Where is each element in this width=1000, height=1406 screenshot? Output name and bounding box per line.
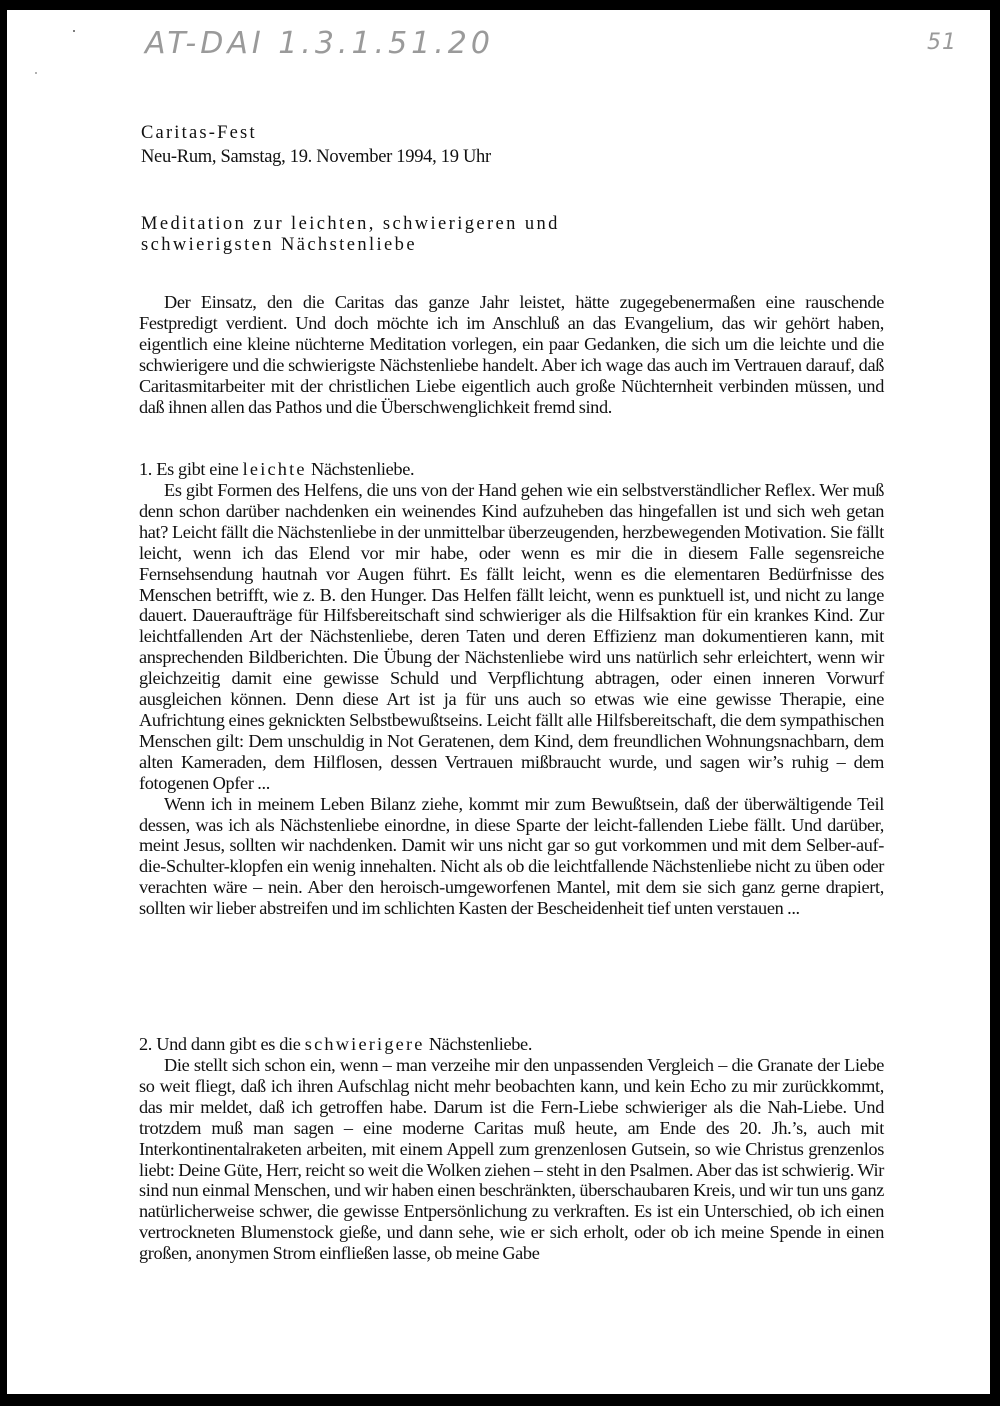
event-title: Caritas-Fest [141, 123, 257, 143]
heading-suffix: Nächstenliebe. [428, 1034, 533, 1054]
document-page [7, 10, 990, 1394]
heading-suffix: Nächstenliebe. [310, 459, 415, 479]
scan-speck [35, 72, 37, 74]
page-number-annotation: 51 [927, 30, 957, 55]
scan-speck [73, 30, 75, 32]
section-number: 2. [139, 1034, 153, 1054]
section-number: 1. [139, 459, 153, 479]
intro-paragraph: Der Einsatz, den die Caritas das ganze Jahr leistet, hätte zugegebenermaßen eine rauschende Festpredigt verdient. Und doch möchte ich im Anschluß an das Evangelium, das wir gehört haben, eigentlich eine kleine nüchterne Meditation vorlegen, ein paar Gedanken, die sich um die leichte und die schwierigere und die schwierigste Nächstenliebe handelt. Aber ich wage das auch im Vertrauen darauf, daß Caritasmitarbeiter mit der christlichen Liebe eigentlich auch große Nüchternheit verbinden müssen, und daß ihnen allen das Pathos und die Überschwenglichkeit fremd sind. [139, 292, 884, 417]
intro-section [139, 292, 884, 417]
archive-id-annotation: AT-DAI 1.3.1.51.20 [145, 26, 494, 61]
section-paragraph: Wenn ich in meinem Leben Bilanz ziehe, kommt mir zum Bewußtsein, daß der überwältigende Teil dessen, was ich als Nächstenliebe einordne, in diese Sparte der leicht-fallenden Liebe fällt. Und darüber, meint Jesus, sollten wir nachdenken. Damit wir uns nicht gar so gut vorkommen und mit dem Selber-auf-die-Schulter-klopfen ein wenig innehalten. Nicht als ob die leichtfallende Nächstenliebe nicht zu üben oder verachten wäre – nein. Aber den heroisch-umgeworfenen Mantel, mit dem sie sich ganz gerne drapiert, sollten wir lieber abstreifen und im schlichten Kasten der Bescheidenheit tief unten verstauen ... [139, 793, 884, 919]
meditation-title [141, 214, 560, 256]
heading-prefix: Und dann gibt es die [156, 1034, 301, 1054]
heading-emphasis: leichte [242, 459, 307, 479]
event-subtitle: Neu-Rum, Samstag, 19. November 1994, 19 Uhr [141, 147, 491, 167]
section-heading [139, 459, 884, 480]
section-paragraph: Es gibt Formen des Helfens, die uns von der Hand gehen wie ein selbstverständlicher Reflex. Wer muß denn schon darüber nachdenken ein weinendes Kind aufzuheben das hingefallen ist und sich weh getan hat? Leicht fällt die Nächstenliebe in der unmittelbar überzeugenden, herzbewegenden Motivation. Sie fällt leicht, wenn ich das Elend vor mir habe, oder wenn es mir die in diesem Falle segensreiche Fernsehsendung hautnah vor Augen führt. Es fällt leicht, wenn es die elementaren Bedürfnisse des Menschen betrifft, wie z. B. den Hunger. Das Helfen fällt leicht, wenn es punktuell ist, und nicht zu lange dauert. Daueraufträge für Hilfsbereitschaft sind schwieriger als die Hilfsaktion für ein krankes Kind. Zur leichtfallenden Art der Nächstenliebe, deren Taten und deren Effizienz man dokumentieren kann, mit ansprechenden Bildberichten. Die Übung der Nächstenliebe wird uns natürlich sehr erleichtert, wenn wir gleichzeitig damit eine gewisse Schuld und Verpflichtung abtragen, oder einen inneren Vorwurf ausgleichen können. Denn diese Art ist ja für uns auch so etwas wie eine gewisse Therapie, eine Aufrichtung eines geknickten Selbstbewußtseins. Leicht fällt alle Hilfsbereitschaft, die dem sympathischen Menschen gilt: Dem unschuldig in Not Geratenen, dem Kind, dem freundlichen Wohnungsnachbarn, dem alten Kameraden, dem Hilflosen, dessen Vertrauen mißbraucht wurde, und sagen wir’s ruhig – dem fotogenen Opfer ... [139, 480, 884, 793]
section-harder-love [139, 1034, 884, 1264]
heading-prefix: Es gibt eine [156, 459, 239, 479]
section-heading [139, 1034, 884, 1055]
section-paragraph: Die stellt sich schon ein, wenn – man verzeihe mir den unpassenden Vergleich – die Granate der Liebe so weit fliegt, daß ich ihren Aufschlag nicht mehr beobachten kann, und kein Echo zu mir zurückkommt, das mir meldet, daß ich getroffen habe. Darum ist die Fern-Liebe schwieriger als die Nah-Liebe. Und trotzdem muß man sagen – eine moderne Caritas muß heute, am Ende des 20. Jh.’s, auch mit Interkontinentalraketen arbeiten, mit einem Appell zum grenzenlosen Gutsein, so wie Christus grenzenlos liebt: Deine Güte, Herr, reicht so weit die Wolken ziehen – steht in den Psalmen. Aber das ist schwierig. Wir sind nun einmal Menschen, und wir haben einen beschränkten, überschaubaren Kreis, und wir tun uns ganz natürlicherweise schwer, die gewisse Entpersönlichung zu verkraften. Es ist ein Unterschied, ob ich einen vertrockneten Blumenstock gieße, und dann sehe, wie er sich erholt, oder ob ich meine Spende in einen großen, anonymen Strom einfließen lasse, ob meine Gabe [139, 1055, 884, 1264]
section-easy-love [139, 459, 884, 919]
heading-emphasis: schwierigere [304, 1034, 425, 1054]
meditation-title-line: schwierigsten Nächstenliebe [141, 235, 417, 255]
meditation-title-line: Meditation zur leichten, schwierigeren und [141, 214, 560, 234]
